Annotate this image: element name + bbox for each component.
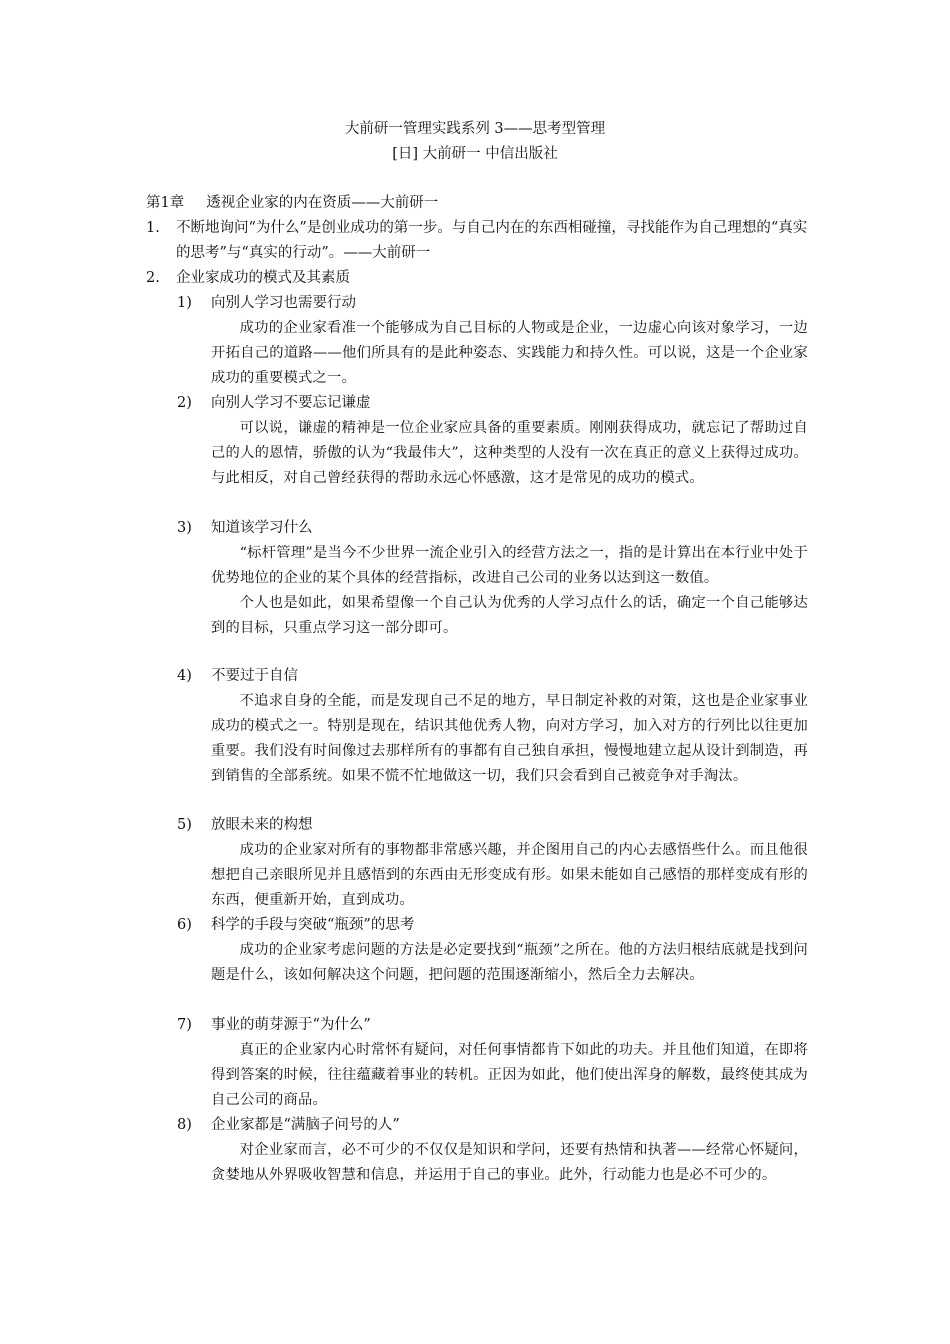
sub-item: [177, 1013, 817, 1113]
sub-item: [177, 516, 817, 641]
paragraph: 个人也是如此，如果希望像一个自己认为优秀的人学习点什么的话，确定一个自己能够达到的目标，只重点学习这一部分即可。: [211, 595, 808, 636]
sub-item: [177, 664, 817, 789]
sub-item-heading: 科学的手段与突破“瓶颈”的思考: [211, 917, 415, 933]
sub-item-number: 3): [177, 520, 192, 536]
paragraph: 成功的企业家对所有的事物都非常感兴趣，并企图用自己的内心去感悟些什么。而且他很想把自己亲眼所见并且感悟到的东西由无形变成有形。如果未能如自己感悟的那样变成有形的东西，便重新开始，直到成功。: [211, 842, 808, 908]
sub-item-number: 2): [177, 395, 192, 411]
list-item-text: 不断地询问“为什么”是创业成功的第一步。与自己内在的东西相碰撞，寻找能作为自己理想的“真实的思考”与“真实的行动”。——大前研一: [176, 220, 808, 261]
sub-item-number: 8): [177, 1117, 192, 1133]
sub-item-number: 1): [177, 295, 192, 311]
sub-item-number: 5): [177, 817, 192, 833]
list-item-number: 1.: [146, 220, 160, 236]
sub-item: [177, 1113, 817, 1188]
sub-item-heading: 向别人学习不要忘记谦虚: [211, 395, 371, 411]
sub-item-number: 4): [177, 668, 192, 684]
sub-item-heading: 企业家都是“满脑子问号的人”: [211, 1117, 400, 1133]
list-item-text: 企业家成功的模式及其素质: [176, 270, 350, 286]
list-item: [146, 266, 816, 291]
sub-item-heading: 放眼未来的构想: [211, 817, 313, 833]
document-title: 大前研一管理实践系列 3——思考型管理: [344, 121, 606, 137]
paragraph: “标杆管理”是当今不少世界一流企业引入的经营方法之一，指的是计算出在本行业中处于优势地位的企业的某个具体的经营指标，改进自己公司的业务以达到这一数值。: [211, 545, 808, 586]
sub-item-heading: 不要过于自信: [211, 668, 298, 684]
chapter-number: 第1章: [146, 195, 185, 211]
sub-item-number: 6): [177, 917, 192, 933]
sub-item: [177, 391, 817, 491]
document-author-publisher: [日] 大前研一 中信出版社: [392, 146, 558, 162]
sub-item-heading: 知道该学习什么: [211, 520, 313, 536]
paragraph: 对企业家而言，必不可少的不仅仅是知识和学问，还要有热情和执著——经常心怀疑问，贪婪地从外界吸收智慧和信息，并运用于自己的事业。此外，行动能力也是必不可少的。: [211, 1142, 808, 1183]
chapter-title: 透视企业家的内在资质——大前研一: [206, 195, 439, 211]
sub-item-heading: 事业的萌芽源于“为什么”: [211, 1017, 371, 1033]
document-title-block: [0, 117, 950, 167]
paragraph: 成功的企业家看准一个能够成为自己目标的人物或是企业，一边虚心向该对象学习，一边开拓自己的道路——他们所具有的是此种姿态、实践能力和持久性。可以说，这是一个企业家成功的重要模式之一。: [211, 320, 808, 386]
sub-item-heading: 向别人学习也需要行动: [211, 295, 356, 311]
sub-item: [177, 291, 817, 391]
chapter-heading: [146, 191, 438, 216]
list-item-number: 2.: [146, 270, 160, 286]
paragraph: 真正的企业家内心时常怀有疑问，对任何事情都肯下如此的功夫。并且他们知道，在即将得到答案的时候，往往蕴藏着事业的转机。正因为如此，他们使出浑身的解数，最终使其成为自己公司的商品。: [211, 1042, 808, 1108]
sub-item: [177, 913, 817, 988]
paragraph: 不追求自身的全能，而是发现自己不足的地方，早日制定补救的对策，这也是企业家事业成功的模式之一。特别是现在，结识其他优秀人物，向对方学习，加入对方的行列比以往更加重要。我们没有时间像过去那样所有的事都有自己独自承担，慢慢地建立起从设计到制造，再到销售的全部系统。如果不慌不忙地做这一切，我们只会看到自己被竞争对手淘汰。: [211, 693, 808, 784]
sub-item-number: 7): [177, 1017, 192, 1033]
list-item: [146, 216, 816, 266]
paragraph: 成功的企业家考虑问题的方法是必定要找到“瓶颈”之所在。他的方法归根结底就是找到问题是什么，该如何解决这个问题，把问题的范围逐渐缩小，然后全力去解决。: [211, 942, 808, 983]
sub-item: [177, 813, 817, 913]
paragraph: 可以说，谦虚的精神是一位企业家应具备的重要素质。刚刚获得成功，就忘记了帮助过自己的人的恩情，骄傲的认为“我最伟大”，这种类型的人没有一次在真正的意义上获得过成功。与此相反，对自己曾经获得的帮助永远心怀感激，这才是常见的成功的模式。: [211, 420, 808, 486]
